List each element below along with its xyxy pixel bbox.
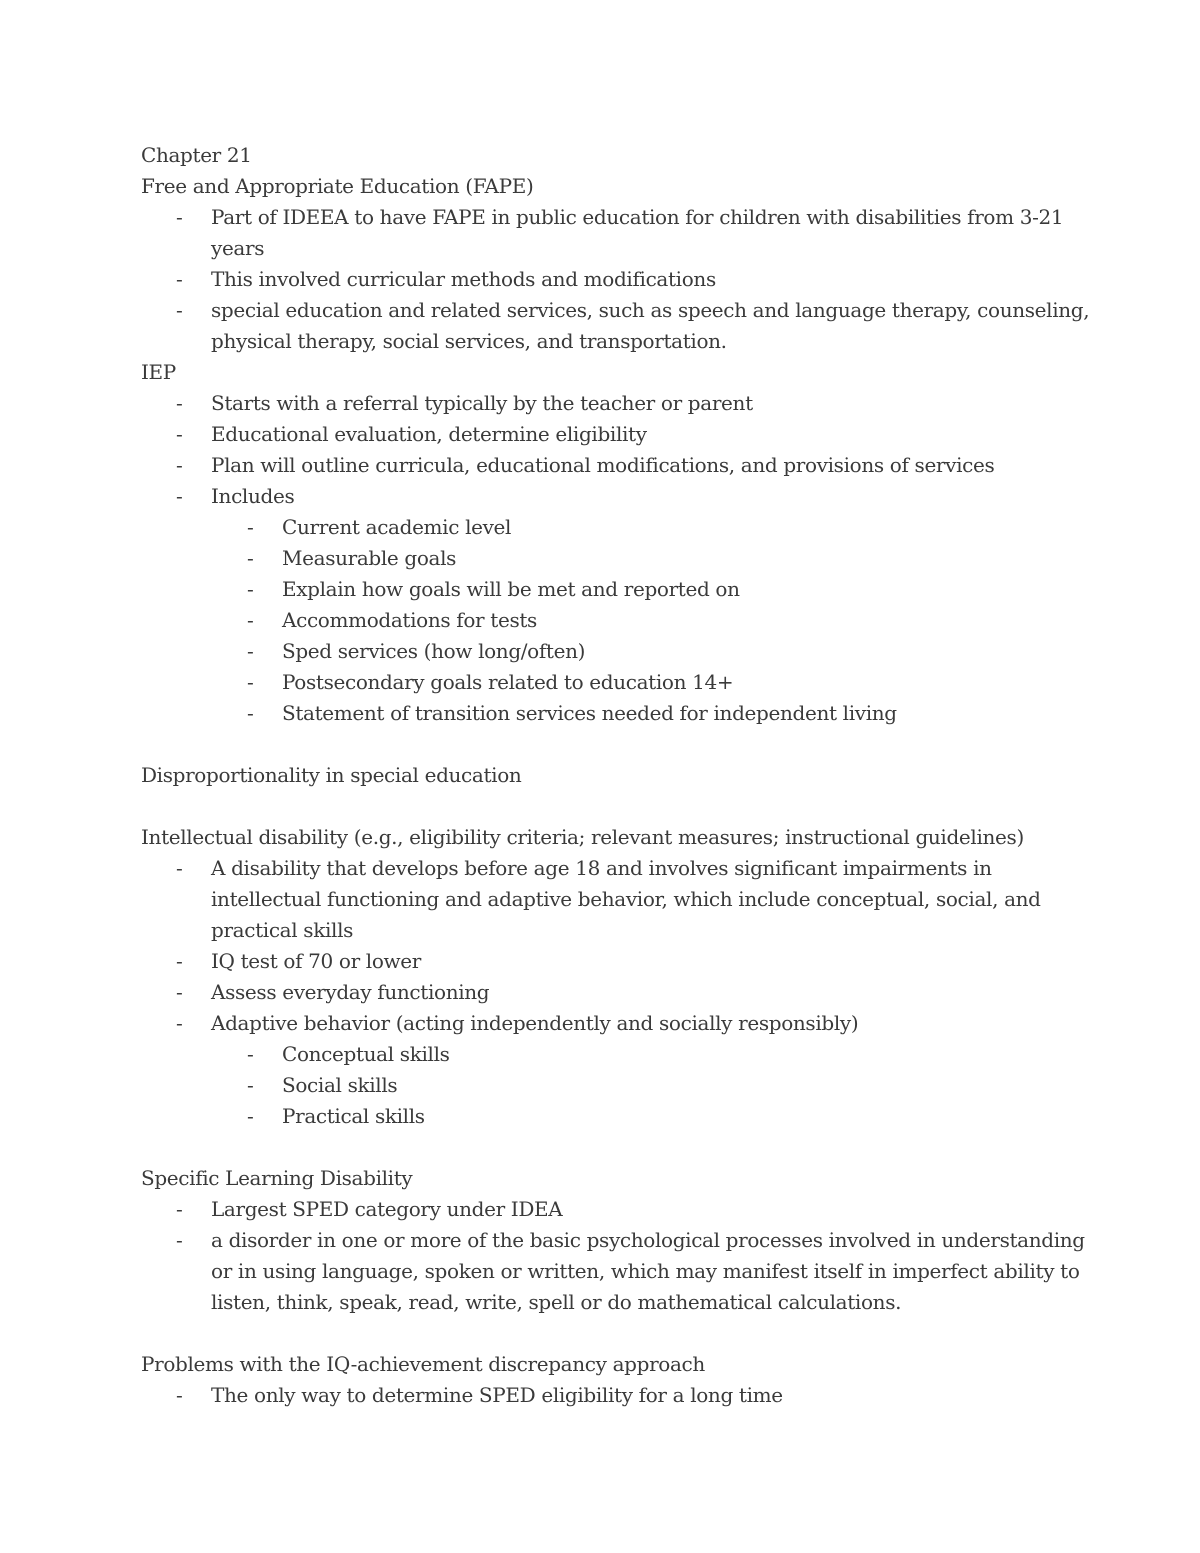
bullet-line [0,977,1200,1008]
bullet-item [0,419,1200,450]
bullet-dash: - [176,298,183,322]
bullet-text: special education and related services, such as speech and language therapy, counseling, [211,298,1090,322]
bullet-text: Explain how goals will be met and reported on [282,577,740,601]
bullet-item [0,264,1200,295]
bullet-item [0,1070,1200,1101]
bullet-line [0,1039,1200,1070]
bullet-text: Social skills [282,1073,398,1097]
bullet-text: Accommodations for tests [282,608,537,632]
bullet-dash: - [176,1011,183,1035]
bullet-text: Part of IDEEA to have FAPE in public education for children with disabilities from 3-21 [211,205,1064,229]
bullet-line [0,1256,1200,1287]
bullet-line [0,481,1200,512]
bullet-item [0,512,1200,543]
section-heading: Specific Learning Disability [141,1166,413,1190]
bullet-line [0,1194,1200,1225]
bullet-item [0,1101,1200,1132]
bullet-text: Assess everyday functioning [211,980,490,1004]
document-page [0,140,1200,1411]
bullet-item [0,1380,1200,1411]
bullet-dash: - [176,453,183,477]
bullet-line [0,884,1200,915]
bullet-item [0,698,1200,729]
bullet-line [0,419,1200,450]
section-heading: Disproportionality in special education [141,763,522,787]
bullet-dash: - [247,546,254,570]
bullet-line [0,667,1200,698]
bullet-text-continuation: listen, think, speak, read, write, spell or do mathematical calculations. [211,1290,902,1314]
bullet-dash: - [176,422,183,446]
bullet-dash: - [176,980,183,1004]
bullet-item [0,574,1200,605]
bullet-dash: - [176,1383,183,1407]
bullet-text-continuation: intellectual functioning and adaptive behavior, which include conceptual, social, and [211,887,1041,911]
bullet-text-continuation: years [211,236,265,260]
bullet-item [0,946,1200,977]
bullet-dash: - [247,577,254,601]
bullet-text: The only way to determine SPED eligibility for a long time [211,1383,783,1407]
bullet-text: Includes [211,484,295,508]
section-heading: Free and Appropriate Education (FAPE) [141,174,534,198]
bullet-text: Plan will outline curricula, educational modifications, and provisions of services [211,453,995,477]
bullet-line [0,1225,1200,1256]
bullet-line [0,1287,1200,1318]
bullet-line [0,1008,1200,1039]
bullet-item [0,1008,1200,1039]
section-heading: Intellectual disability (e.g., eligibility criteria; relevant measures; instructional guidelines) [141,825,1024,849]
bullet-text: Statement of transition services needed for independent living [282,701,897,725]
section-heading: Problems with the IQ-achievement discrepancy approach [141,1352,705,1376]
bullet-text: Educational evaluation, determine eligibility [211,422,647,446]
bullet-item [0,1194,1200,1225]
bullet-dash: - [176,267,183,291]
bullet-line [0,264,1200,295]
bullet-text: Measurable goals [282,546,457,570]
bullet-item [0,977,1200,1008]
bullet-dash: - [247,1042,254,1066]
bullet-dash: - [176,205,183,229]
bullet-text-continuation: or in using language, spoken or written, which may manifest itself in imperfect ability to [211,1259,1080,1283]
bullet-item [0,1225,1200,1318]
bullet-line [0,202,1200,233]
bullet-text: Postsecondary goals related to education 14+ [282,670,734,694]
bullet-dash: - [247,639,254,663]
bullet-dash: - [176,1228,183,1252]
bullet-item [0,295,1200,357]
bullet-line [0,233,1200,264]
bullet-item [0,605,1200,636]
bullet-line [0,946,1200,977]
bullet-text: Adaptive behavior (acting independently and socially responsibly) [211,1011,859,1035]
bullet-dash: - [247,1104,254,1128]
bullet-dash: - [247,670,254,694]
bullet-dash: - [176,391,183,415]
bullet-text-continuation: practical skills [211,918,354,942]
bullet-dash: - [176,856,183,880]
bullet-line [0,1380,1200,1411]
bullet-text: Current academic level [282,515,512,539]
bullet-item [0,667,1200,698]
bullet-line [0,605,1200,636]
bullet-dash: - [247,608,254,632]
bullet-line [0,1070,1200,1101]
blank-line [0,791,1200,822]
bullet-line [0,1101,1200,1132]
bullet-text: Conceptual skills [282,1042,450,1066]
bullet-dash: - [247,1073,254,1097]
blank-line [0,1132,1200,1163]
bullet-line [0,512,1200,543]
bullet-line [0,295,1200,326]
bullet-dash: - [176,949,183,973]
bullet-line [0,853,1200,884]
blank-line [0,1318,1200,1349]
bullet-text: IQ test of 70 or lower [211,949,422,973]
bullet-item [0,543,1200,574]
bullet-line [0,698,1200,729]
bullet-dash: - [247,515,254,539]
bullet-text: Starts with a referral typically by the teacher or parent [211,391,753,415]
bullet-line [0,326,1200,357]
bullet-text: Practical skills [282,1104,425,1128]
bullet-item [0,853,1200,946]
bullet-item [0,450,1200,481]
bullet-item [0,202,1200,264]
bullet-line [0,636,1200,667]
bullet-item [0,481,1200,512]
bullet-dash: - [247,701,254,725]
bullet-item [0,636,1200,667]
bullet-dash: - [176,1197,183,1221]
bullet-line [0,915,1200,946]
bullet-text: Sped services (how long/often) [282,639,586,663]
section-heading: Chapter 21 [141,143,252,167]
section-heading: IEP [141,360,176,384]
bullet-text: A disability that develops before age 18 and involves significant impairments in [211,856,992,880]
bullet-text: This involved curricular methods and modifications [211,267,716,291]
bullet-item [0,388,1200,419]
bullet-text: Largest SPED category under IDEA [211,1197,563,1221]
bullet-item [0,1039,1200,1070]
bullet-line [0,574,1200,605]
blank-line [0,729,1200,760]
bullet-text-continuation: physical therapy, social services, and transportation. [211,329,727,353]
bullet-line [0,543,1200,574]
bullet-line [0,450,1200,481]
bullet-text: a disorder in one or more of the basic psychological processes involved in understanding [211,1228,1085,1252]
bullet-line [0,388,1200,419]
bullet-dash: - [176,484,183,508]
